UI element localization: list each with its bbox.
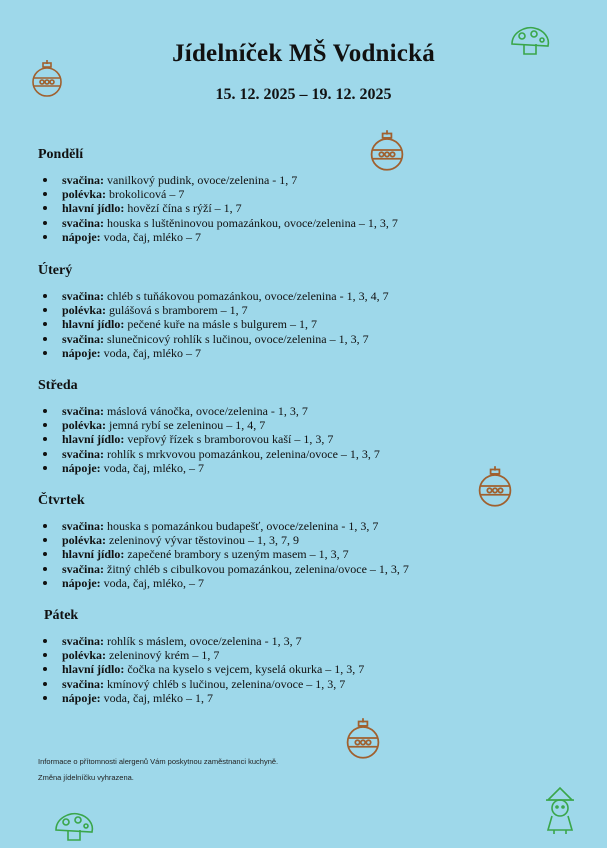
meal-label: polévka: — [62, 418, 107, 433]
meal-text: čočka na kyselo s vejcem, kyselá okurka – 1, 3, 7 — [127, 662, 365, 677]
day-section-friday — [44, 608, 584, 705]
christmas-bauble-icon — [30, 58, 64, 98]
christmas-bauble-icon — [368, 128, 406, 172]
meal-text: houska s pomazánkou budapešť, ovoce/zelenina - 1, 3, 7 — [107, 519, 379, 533]
meal-text: chléb s tuňákovou pomazánkou, ovoce/zelenina - 1, 3, 4, 7 — [107, 289, 389, 303]
day-section-tuesday — [38, 263, 578, 360]
meal-label: nápoje: — [62, 345, 101, 360]
meal-item — [38, 662, 584, 676]
meal-list — [38, 289, 578, 360]
meal-text: voda, čaj, mléko – 7 — [103, 345, 201, 360]
christmas-bauble-icon — [476, 464, 514, 508]
meal-item — [38, 634, 584, 648]
meal-item — [38, 519, 578, 533]
meal-item — [38, 404, 578, 418]
mushroom-icon — [508, 24, 552, 60]
meal-label: hlavní jídlo: — [62, 432, 125, 447]
meal-item — [38, 317, 578, 331]
meal-item — [38, 432, 578, 446]
meal-label: hlavní jídlo: — [62, 547, 125, 562]
meal-item — [38, 332, 578, 346]
meal-label: svačina: — [62, 331, 104, 346]
meal-label: svačina: — [62, 289, 104, 303]
meal-label: nápoje: — [62, 460, 101, 475]
meal-item — [38, 201, 578, 215]
meal-label: polévka: — [62, 303, 107, 318]
meal-item — [38, 576, 578, 590]
meal-text: žitný chléb s cibulkovou pomazánkou, zelenina/ovoce – 1, 3, 7 — [107, 561, 409, 576]
meal-item — [38, 418, 578, 432]
meal-label: svačina: — [62, 634, 104, 648]
meal-text: gulášová s bramborem – 1, 7 — [109, 303, 248, 318]
meal-text: zeleninový krém – 1, 7 — [109, 648, 220, 663]
meal-text: kmínový chléb s lučinou, zelenina/ovoce – 1, 3, 7 — [107, 676, 346, 691]
meal-label: nápoje: — [62, 229, 101, 244]
meal-label: svačina: — [62, 676, 104, 691]
meal-text: hovězí čína s rýží – 1, 7 — [127, 201, 242, 216]
meal-text: pečené kuře na másle s bulgurem – 1, 7 — [127, 317, 317, 332]
elf-icon — [540, 786, 580, 836]
meal-label: svačina: — [62, 173, 104, 187]
meal-text: vepřový řízek s bramborovou kaší – 1, 3, 7 — [127, 432, 334, 447]
meal-item — [38, 187, 578, 201]
mushroom-icon — [52, 810, 96, 846]
allergen-note: Informace o přítomnosti alergenů Vám poskytnou zaměstnanci kuchyně. — [38, 757, 279, 766]
christmas-bauble-icon — [344, 716, 382, 760]
change-note: Změna jídelníčku vyhrazena. — [38, 773, 134, 782]
meal-text: zapečené brambory s uzeným masem – 1, 3, 7 — [127, 547, 349, 562]
meal-text: slunečnicový rohlík s lučinou, ovoce/zelenina – 1, 3, 7 — [107, 331, 369, 346]
meal-text: rohlík s máslem, ovoce/zelenina - 1, 3, 7 — [107, 634, 302, 648]
day-title: Středa — [38, 378, 78, 393]
meal-label: svačina: — [62, 446, 104, 461]
meal-item — [38, 303, 578, 317]
meal-list — [38, 173, 578, 244]
meal-label: hlavní jídlo: — [62, 662, 125, 677]
meal-text: vanilkový pudink, ovoce/zelenina - 1, 7 — [107, 173, 298, 187]
date-range: 15. 12. 2025 – 19. 12. 2025 — [215, 86, 392, 103]
meal-item — [38, 216, 578, 230]
meal-text: rohlík s mrkvovou pomazánkou, zelenina/ovoce – 1, 3, 7 — [107, 446, 380, 461]
meal-label: polévka: — [62, 648, 107, 663]
day-title: Úterý — [38, 263, 73, 278]
meal-text: jemná rybí se zeleninou – 1, 4, 7 — [109, 418, 266, 433]
day-title: Čtvrtek — [38, 493, 85, 508]
meal-label: svačina: — [62, 404, 104, 418]
meal-text: máslová vánočka, ovoce/zelenina - 1, 3, 7 — [107, 404, 308, 418]
meal-text: brokolicová – 7 — [109, 187, 185, 202]
meal-text: zeleninový vývar těstovinou – 1, 3, 7, 9 — [109, 533, 299, 548]
meal-label: hlavní jídlo: — [62, 201, 125, 216]
meal-item — [38, 173, 578, 187]
meal-text: voda, čaj, mléko, – 7 — [103, 575, 204, 590]
meal-label: hlavní jídlo: — [62, 317, 125, 332]
meal-text: voda, čaj, mléko – 7 — [103, 229, 201, 244]
meal-text: voda, čaj, mléko – 1, 7 — [103, 690, 213, 705]
meal-label: svačina: — [62, 561, 104, 576]
meal-item — [38, 230, 578, 244]
meal-item — [38, 547, 578, 561]
meal-label: nápoje: — [62, 575, 101, 590]
meal-label: svačina: — [62, 215, 104, 230]
day-section-wednesday — [38, 378, 578, 475]
meal-item — [38, 648, 584, 662]
meal-item — [38, 677, 584, 691]
meal-text: voda, čaj, mléko, – 7 — [103, 460, 204, 475]
day-title: Pondělí — [38, 147, 84, 162]
meal-item — [38, 447, 578, 461]
meal-item — [38, 533, 578, 547]
meal-label: nápoje: — [62, 690, 101, 705]
meal-item — [38, 346, 578, 360]
meal-list — [38, 519, 578, 590]
meal-list — [38, 634, 584, 705]
day-title: Pátek — [44, 608, 79, 623]
page-title: Jídelníček MŠ Vodnická — [172, 40, 435, 67]
meal-item — [38, 691, 584, 705]
meal-text: houska s luštěninovou pomazánkou, ovoce/zelenina – 1, 3, 7 — [107, 215, 398, 230]
meal-item — [38, 562, 578, 576]
meal-label: svačina: — [62, 519, 104, 533]
meal-item — [38, 289, 578, 303]
meal-label: polévka: — [62, 533, 107, 548]
day-section-monday — [38, 147, 578, 244]
meal-label: polévka: — [62, 187, 107, 202]
